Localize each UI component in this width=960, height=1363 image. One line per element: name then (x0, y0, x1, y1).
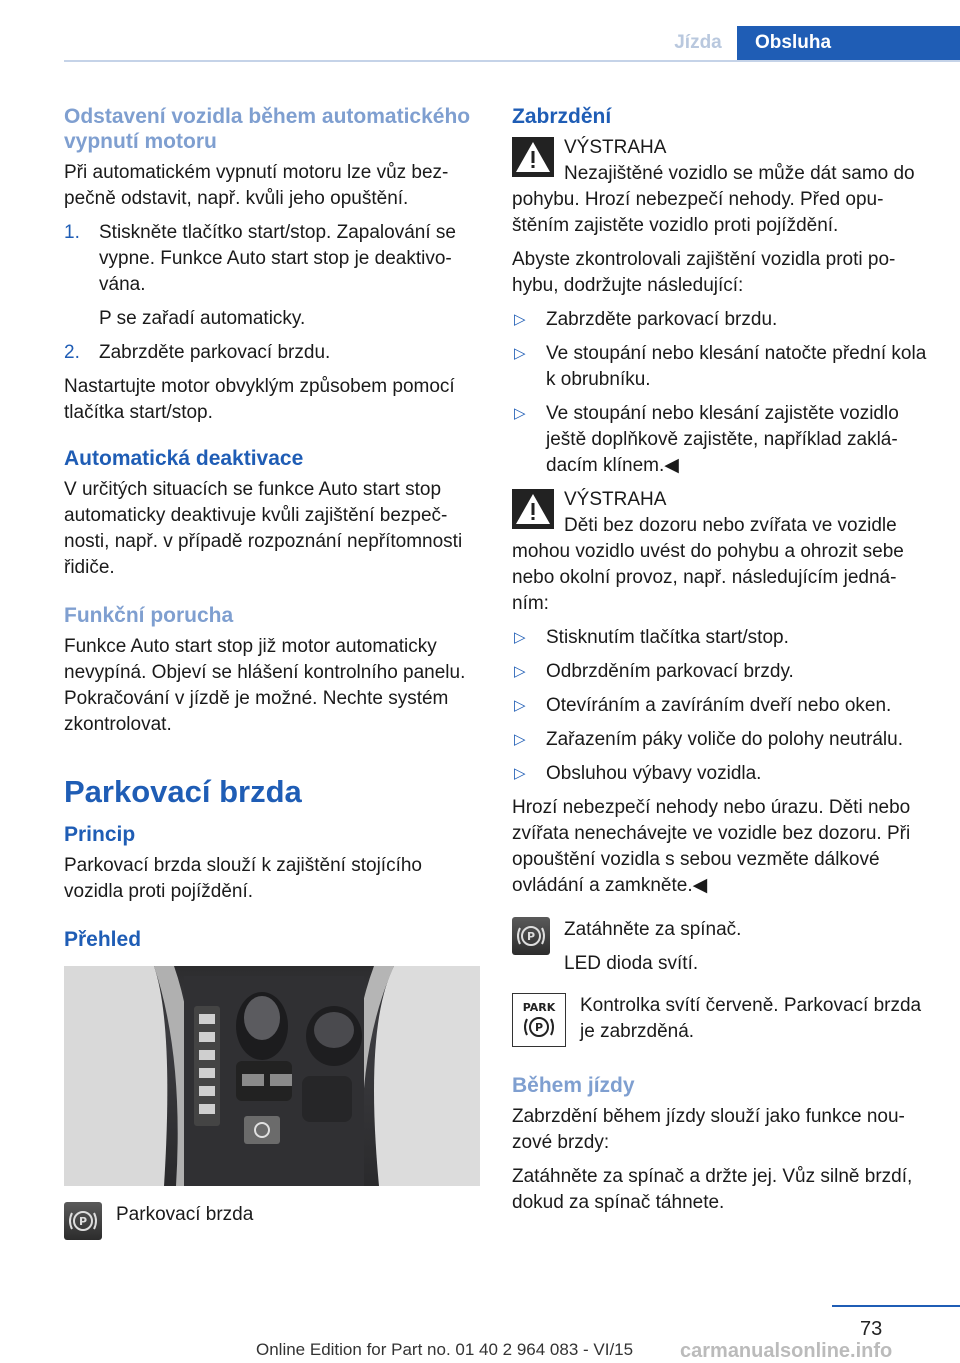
paragraph-led: LED dioda svítí. (564, 953, 699, 974)
step-number: 1. (64, 222, 80, 243)
page-number: 73 (860, 1318, 883, 1340)
step-subtext: P se zařadí automaticky. (99, 308, 306, 329)
warning-block (512, 487, 928, 617)
list-item: ▷ Zařazením páky voliče do polohy neutrálu. (512, 727, 928, 753)
parking-brake-switch-icon (512, 917, 550, 955)
steps-list (64, 220, 480, 366)
bullet-triangle-icon: ▷ (514, 765, 526, 782)
warning-text: Děti bez dozoru nebo zvířata ve vozidle mohou vozidlo uvést do pohybu a ohrozit sebe nebo okolní provoz, např. následujícím jedná- ním: (512, 515, 904, 614)
paragraph-zatahnete: Zatáhněte za spínač. (564, 919, 742, 940)
list-item: ▷ Ve stoupání nebo klesání zajistěte vozidlo ještě doplňkově zajistěte, například zaklá- dacím klínem.◀ (514, 403, 899, 476)
bullet-list-1 (512, 307, 928, 479)
tab-obsluha[interactable]: Obsluha (737, 26, 960, 60)
list-item: ▷ Ve stoupání nebo klesání natočte přední kola k obrubníku. (514, 343, 927, 390)
caption-block (64, 1202, 480, 1242)
list-item: ▷ Otevíráním a zavíráním dveří nebo oken. (512, 693, 928, 719)
tab-jizda[interactable]: Jízda (674, 32, 722, 53)
heading-princip: Princip (64, 823, 136, 846)
header-divider (64, 60, 960, 62)
bullet-triangle-icon: ▷ (514, 629, 526, 646)
paragraph-nastartujte: Nastartujte motor obvyklým způsobem pomocí tlačítka start/stop. (64, 376, 455, 423)
step-text: Zabrzděte parkovací brzdu. (99, 342, 331, 363)
parking-brake-button-icon (64, 1202, 102, 1240)
edition-text: Online Edition for Part no. 01 40 2 964 083 - VI/15 (256, 1340, 634, 1359)
list-item: ▷ Stisknutím tlačítka start/stop. (512, 625, 928, 651)
heading-parkovaci-brzda: Parkovací brzda (64, 774, 302, 809)
heading-prehled: Přehled (64, 928, 142, 951)
park-label: PARK (522, 1001, 556, 1014)
heading-odstaveni: Odstavení vozidla během automatického vypnutí motoru (64, 105, 471, 153)
heading-behem-jizdy: Během jízdy (512, 1074, 635, 1097)
warning-block (512, 135, 928, 239)
heading-auto-deaktivace: Automatická deaktivace (64, 447, 304, 470)
heading-porucha: Funkční porucha (64, 604, 234, 627)
step-item (64, 340, 480, 366)
svg-text:P: P (534, 1021, 544, 1034)
park-indicator-block (512, 993, 928, 1049)
paragraph-behem: Zabrzdění během jízdy slouží jako funkce nou- zové brzdy: (512, 1106, 905, 1153)
bullet-list-2 (512, 625, 928, 787)
warning-title: VÝSTRAHA (564, 137, 667, 158)
paragraph-auto-deaktivace: V určitých situacích se funkce Auto start stop automaticky deaktivuje kvůli zajištění bezpeč- nosti, např. v případě rozpoznání nepřítomnosti řidiče. (64, 479, 463, 578)
step-item (64, 220, 480, 332)
photo-caption: Parkovací brzda (116, 1204, 254, 1225)
park-indicator-icon (512, 993, 566, 1047)
bullet-triangle-icon: ▷ (514, 345, 526, 362)
step-number: 2. (64, 342, 80, 363)
warning-title: VÝSTRAHA (564, 489, 667, 510)
bullet-triangle-icon: ▷ (514, 663, 526, 680)
warning-triangle-icon (512, 137, 554, 177)
bullet-triangle-icon: ▷ (514, 311, 526, 328)
warning-text: Nezajištěné vozidlo se může dát samo do pohybu. Hrozí nebezpečí nehody. Před opu- štěním zajistěte vozidlo proti pojíždění. (512, 163, 915, 236)
paragraph-abyste: Abyste zkontrolovali zajištění vozidla proti po- hybu, dodržujte následující: (512, 249, 896, 296)
watermark: carmanualsonline.info (680, 1340, 893, 1362)
list-item: ▷ Zabrzděte parkovací brzdu. (512, 307, 928, 333)
warning-triangle-icon (512, 489, 554, 529)
bullet-triangle-icon: ▷ (514, 731, 526, 748)
bullet-triangle-icon: ▷ (514, 697, 526, 714)
paragraph-odstaveni: Při automatickém vypnutí motoru lze vůz bez- pečně odstavit, např. kvůli jeho opuštění. (64, 162, 449, 209)
paragraph-princip: Parkovací brzda slouží k zajištění stojícího vozidla proti pojíždění. (64, 855, 422, 902)
console-photo (64, 966, 480, 1186)
svg-text:P: P (526, 930, 536, 943)
list-item: ▷ Obsluhou výbavy vozidla. (512, 761, 928, 787)
svg-text:P: P (78, 1215, 88, 1228)
paragraph-zatahnete-drzte: Zatáhněte za spínač a držte jej. Vůz silně brzdí, dokud za spínač táhnete. (512, 1166, 913, 1213)
left-column (64, 104, 480, 1256)
switch-instruction (512, 917, 928, 977)
paragraph-hrozi: Hrozí nebezpečí nehody nebo úrazu. Děti nebo zvířata nenechávejte ve vozidle bez dozoru. Při opouštění vozidla s sebou vezměte dálkové ovládání a zamkněte.◀ (512, 797, 911, 896)
heading-zabrzdeni: Zabrzdění (512, 105, 612, 128)
paragraph-kontrolka: Kontrolka svítí červeně. Parkovací brzda je zabrzděná. (580, 995, 922, 1042)
footer-divider (832, 1305, 960, 1307)
right-column (512, 104, 928, 1224)
bullet-triangle-icon: ▷ (514, 405, 526, 422)
list-item: ▷ Odbrzděním parkovací brzdy. (512, 659, 928, 685)
step-text: Stiskněte tlačítko start/stop. Zapalování se vypne. Funkce Auto start stop je deaktivo- vána. (99, 222, 456, 295)
paragraph-porucha: Funkce Auto start stop již motor automaticky nevypíná. Objeví se hlášení kontrolního panelu. Pokračování v jízdě je možné. Nechte systém zkontrolovat. (64, 636, 466, 735)
